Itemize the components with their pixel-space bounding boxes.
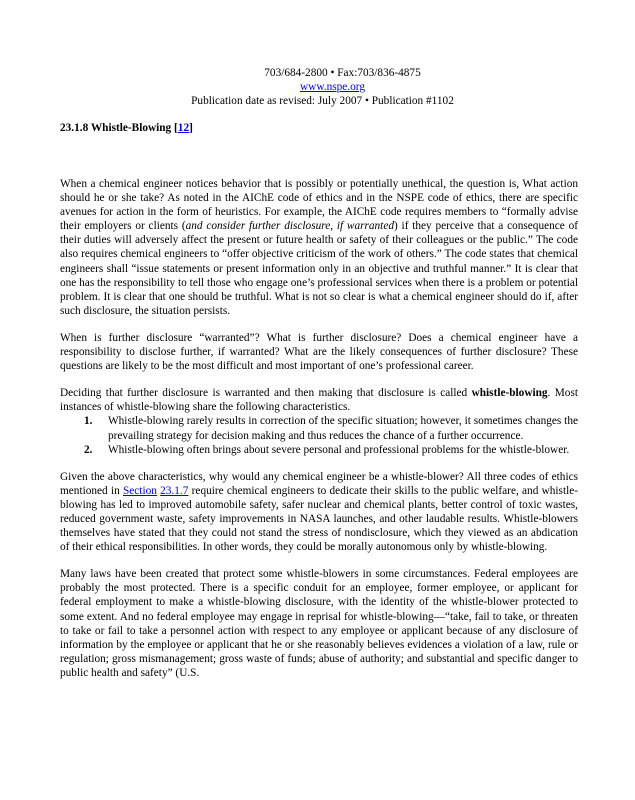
contact-line: 703/684-2800 • Fax:703/836-4875 (264, 67, 421, 79)
paragraph-4: Given the above characteristics, why would any chemical engineer be a whistle-blower? All three codes of ethics mentioned in Section 23.1.7 require chemical engineers to dedicate their skills to the public welfare, and whistle-blowing has led to improved automobile safety, safer nuclear and chemical plants, better control of toxic wastes, reduced government waste, safety improvements in NASA launches, and other laudable results. Whistle-blowers themselves have stated that they could not stand the stress of nondisclosure, which they viewed as an abdication of their ethical responsibilities. In other words, they could be morally autonomous only by whistle-blowing. (60, 470, 579, 554)
list-item: 2. Whistle-blowing often brings about severe personal and professional problems for the whistle-blower. (84, 443, 570, 456)
document-body (60, 177, 578, 693)
paragraph-3: Deciding that further disclosure is warranted and then making that disclosure is called whistle-blowing. Most instances of whistle-blowing share the following characteristics. (60, 387, 578, 414)
page-header (0, 66, 635, 108)
reference-link[interactable]: 12 (177, 122, 190, 134)
publication-line: Publication date as revised: July 2007 • Publication #1102 (191, 95, 454, 108)
list-item: 1. Whistle-blowing rarely results in correction of the specific situation; however, it sometimes changes the prevailing strategy for decision making and thus reduces the chance of a further occurrence. (84, 415, 578, 442)
paragraph-1: When a chemical engineer notices behavior that is possibly or potentially unethical, the question is, What action should he or she take? As noted in the AIChE code of ethics and in the NSPE code of ethics, there are specific avenues for action in the form of heuristics. For example, the AIChE code requires members to “formally advise their employers or clients (and consider further disclosure, if warranted) if they perceive that a consequence of their duties will adversely affect the present or future health or safety of their colleagues or the public.” The code also requires chemical engineers to “offer objective criticism of the work of others.” The code states that chemical engineers shall “issue statements or present information only in an objective and truthful manner.” It is clear that one has the responsibility to tell those who engage one’s professional services when there is a problem or potential problem. It is clear that one should be truthful. What is not so clear is what a chemical engineer should do if, after such disclosure, the situation persists. (60, 178, 578, 317)
paragraph-5: Many laws have been created that protect some whistle-blowers in some circumstances. Federal employees are probably the most protected. There is a specific conduit for an employee, former employee, or applicant for federal employment to make a whistle-blowing disclosure, with the identity of the whistle-blower protected to some extent. And no federal employee may engage in reprisal for whistle-blowing—“take, fail to take, or threaten to take or fail to take a personnel action with respect to any employee or applicant because of any disclosure of information by the employee or applicant that he or she reasonably believes evidences a violation of a law, rule or regulation; gross mismanagement; gross waste of funds; abuse of authority; and substantial and specific danger to public health and safety” (U.S. (60, 568, 578, 679)
section-link[interactable]: Section (123, 484, 157, 497)
section-heading: 23.1.8 Whistle-Blowing [12] (60, 122, 193, 134)
paragraph-2: When is further disclosure “warranted”? What is further disclosure? Does a chemical engineer have a responsibility to disclose further, if warranted? What are the likely consequences of further disclosure? These questions are likely to be the most difficult and most important of one’s professional career. (60, 331, 578, 373)
characteristics-list (60, 414, 578, 456)
section-number-link[interactable]: 23.1.7 (160, 484, 189, 497)
website-link[interactable]: www.nspe.org (300, 81, 365, 94)
